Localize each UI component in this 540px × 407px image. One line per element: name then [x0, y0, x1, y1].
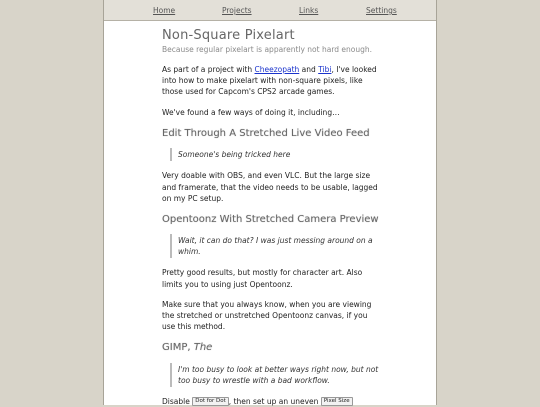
nav-home-link[interactable]: Home	[153, 6, 176, 15]
section-paragraph	[162, 396, 380, 407]
section-paragraph: Very doable with OBS, and even VLC. But the large size and framerate, that the video needs to be usable, lagged on my PC setup.	[162, 171, 378, 203]
heading-emphasis: The	[193, 342, 213, 354]
found-paragraph: We've found a few ways of doing it, including…	[162, 107, 340, 117]
intro-text: and	[299, 65, 319, 74]
page-title: Non-Square Pixelart	[162, 28, 295, 43]
intro-paragraph	[162, 64, 380, 98]
section-quote: I'm too busy to look at better ways right now, but not too busy to wrestle with a bad workflow.	[170, 363, 380, 387]
top-nav	[104, 0, 436, 21]
intro-text: , I've looked into how to make pixelart with non-square pixels, like those used for Capcom's CPS2 arcade games.	[162, 65, 377, 97]
section-paragraph: Pretty good results, but mostly for character art. Also limits you to using just Opentoonz.	[162, 268, 363, 289]
pixel-size-key: Pixel Size	[321, 397, 353, 406]
section-paragraph: Make sure that you always know, when you are viewing the stretched or unstretched Opentoonz canvas, if you use this method.	[162, 299, 372, 332]
intro-text: As part of a project with	[162, 65, 255, 74]
section-heading-opentoonz: Opentoonz With Stretched Camera Preview	[162, 213, 379, 225]
cheezopath-link[interactable]: Cheezopath	[254, 65, 300, 74]
section-quote: Someone's being tricked here	[170, 148, 380, 161]
section-heading-gimp	[162, 342, 380, 355]
section-heading-video-feed: Edit Through A Stretched Live Video Feed	[162, 127, 370, 139]
article	[162, 28, 380, 407]
paragraph-text: , then set up an uneven	[228, 396, 321, 406]
nav-projects-link[interactable]: Projects	[222, 6, 252, 15]
nav-links-link[interactable]: Links	[299, 6, 319, 15]
page-column	[103, 0, 437, 405]
tibi-link[interactable]: Tibi	[318, 65, 332, 74]
paragraph-text: Disable	[162, 396, 193, 406]
section-quote: Wait, it can do that? I was just messing around on a whim.	[170, 234, 380, 258]
heading-text: GIMP,	[162, 342, 194, 354]
dot-for-dot-key: Dot for Dot	[192, 397, 229, 406]
page-subtitle: Because regular pixelart is apparently not hard enough.	[162, 45, 373, 54]
nav-settings-link[interactable]: Settings	[366, 6, 397, 15]
